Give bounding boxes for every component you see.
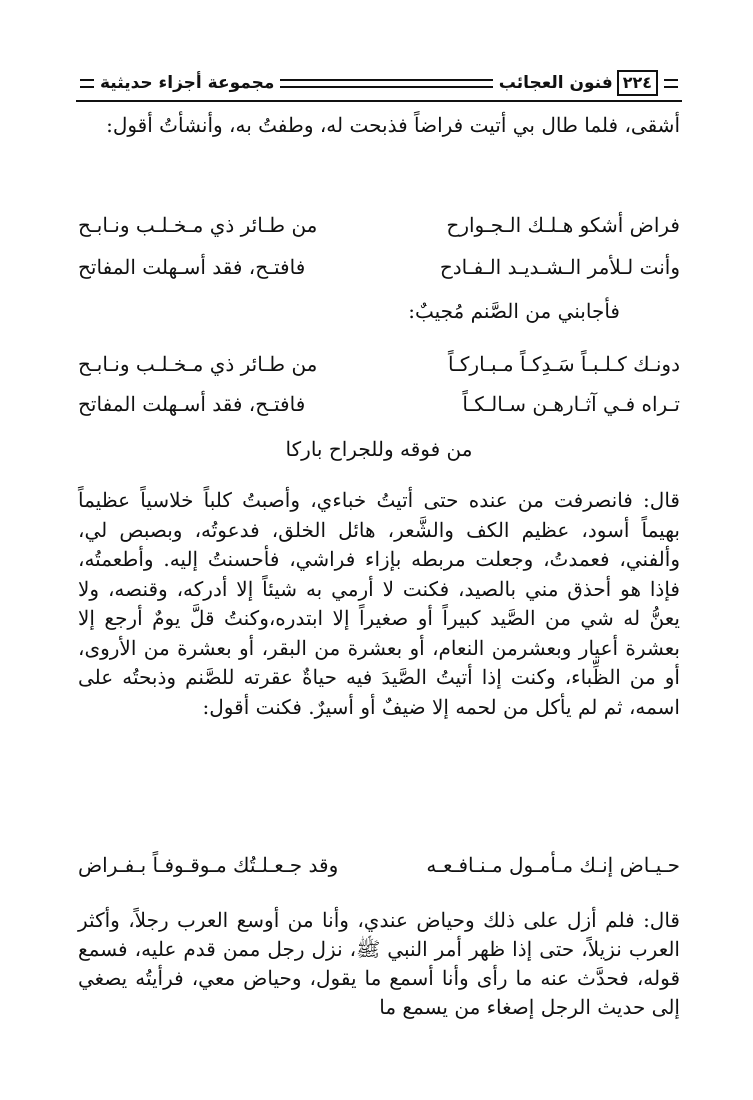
answer-intro: فأجابني من الصَّنم مُجيبٌ: xyxy=(408,299,620,323)
verse-second-hemistich: فافتـح، فقد أسـهلت المفاتح xyxy=(78,255,306,279)
book-title: فنون العجائب xyxy=(498,73,613,93)
header-divider xyxy=(76,100,682,102)
page-number: ٢٢٤ xyxy=(617,70,658,96)
header-rule-middle xyxy=(280,79,492,88)
verse-extra-line: من فوقه وللجراح باركا xyxy=(285,437,473,461)
verse-second-hemistich: من طـائر ذي مـخـلـب ونـابـح xyxy=(78,352,318,376)
verse-second-hemistich: من طـائر ذي مـخـلـب ونـابـح xyxy=(78,213,318,237)
verse-line xyxy=(78,210,680,240)
verse-second-hemistich: فافتـح، فقد أسـهلت المفاتح xyxy=(78,392,306,416)
verse-first-hemistich: دونـك كـلـبـاً سَـدِكـاً مـبـاركـاً xyxy=(447,352,680,376)
verse-line xyxy=(78,389,680,419)
verse-second-hemistich: وقد جـعـلـتُك مـوقـوفـاً بـفـراض xyxy=(78,853,339,877)
paragraph-1: أشقى، فلما طال بي أتيت فراضاً فذبحت له، وطفتُ به، وأنشأتُ أقول: xyxy=(106,113,680,137)
running-header xyxy=(76,66,682,100)
header-rule-left xyxy=(80,79,94,88)
verse-first-hemistich: فراض أشكو هـلـك الـجـوارح xyxy=(446,213,680,237)
verse-first-hemistich: حـيـاض إنـك مـأمـول مـنـافـعـه xyxy=(426,853,680,877)
header-rule-right xyxy=(664,79,678,88)
verse-line xyxy=(78,349,680,379)
verse-first-hemistich: وأنت لـلأمر الـشـديـد الـفـادح xyxy=(439,255,680,279)
series-title: مجموعة أجزاء حديثية xyxy=(100,73,275,93)
verse-line xyxy=(78,252,680,282)
paragraph-3: قال: فلم أزل على ذلك وحياض عندي، وأنا من أوسع العرب رجلاً، وأكثر العرب نزيلاً، حتى إذا ظهر أمر النبي ﷺ، نزل رجل ممن قدم عليه، فسمع قوله، فحدَّث عنه ما رأى وأنا أسمع ما يقول، وحياض معي، فرأيتُه يصغي إلى حديث الرجل إصغاء من يسمع ما xyxy=(78,908,680,1019)
verse-first-hemistich: تـراه فـي آثـارهـن سـالـكـاً xyxy=(462,392,680,416)
verse-line xyxy=(78,850,680,880)
paragraph-2: قال: فانصرفت من عنده حتى أتيتُ خباءي، وأصبتُ كلباً خلاسياً عظيماً بهيماً أسود، عظيم الكف والشَّعر، هائل الخلق، فدعوتُه، وبصبص لي، وألفني، فعمدتُ، وجعلت مربطه بإزاء فراشي، فأحسنتُ إليه. وأطعمتُه، فإذا هو أحذق مني بالصيد، فكنت لا أرمي به شيئاً إلا أدركه، وقنصه، ولا يعنُّ له شي من الصَّيد كبيراً أو صغيراً إلا ابتدره،وكنتُ قلَّ يومٌ أرجع إلا بعشرة أعيار وبعشرمن النعام، أو بعشرة من البقر، أو بعشرة من الأروى، أو من الظِّباء، وكنت إذا أتيتُ الصَّيدَ فيه حياةٌ عقرته للصَّنم وذبحتُه على اسمه، ثم لم يأكل من لحمه إلا ضيفٌ أو أسيرٌ. فكنت أقول: xyxy=(78,488,680,719)
